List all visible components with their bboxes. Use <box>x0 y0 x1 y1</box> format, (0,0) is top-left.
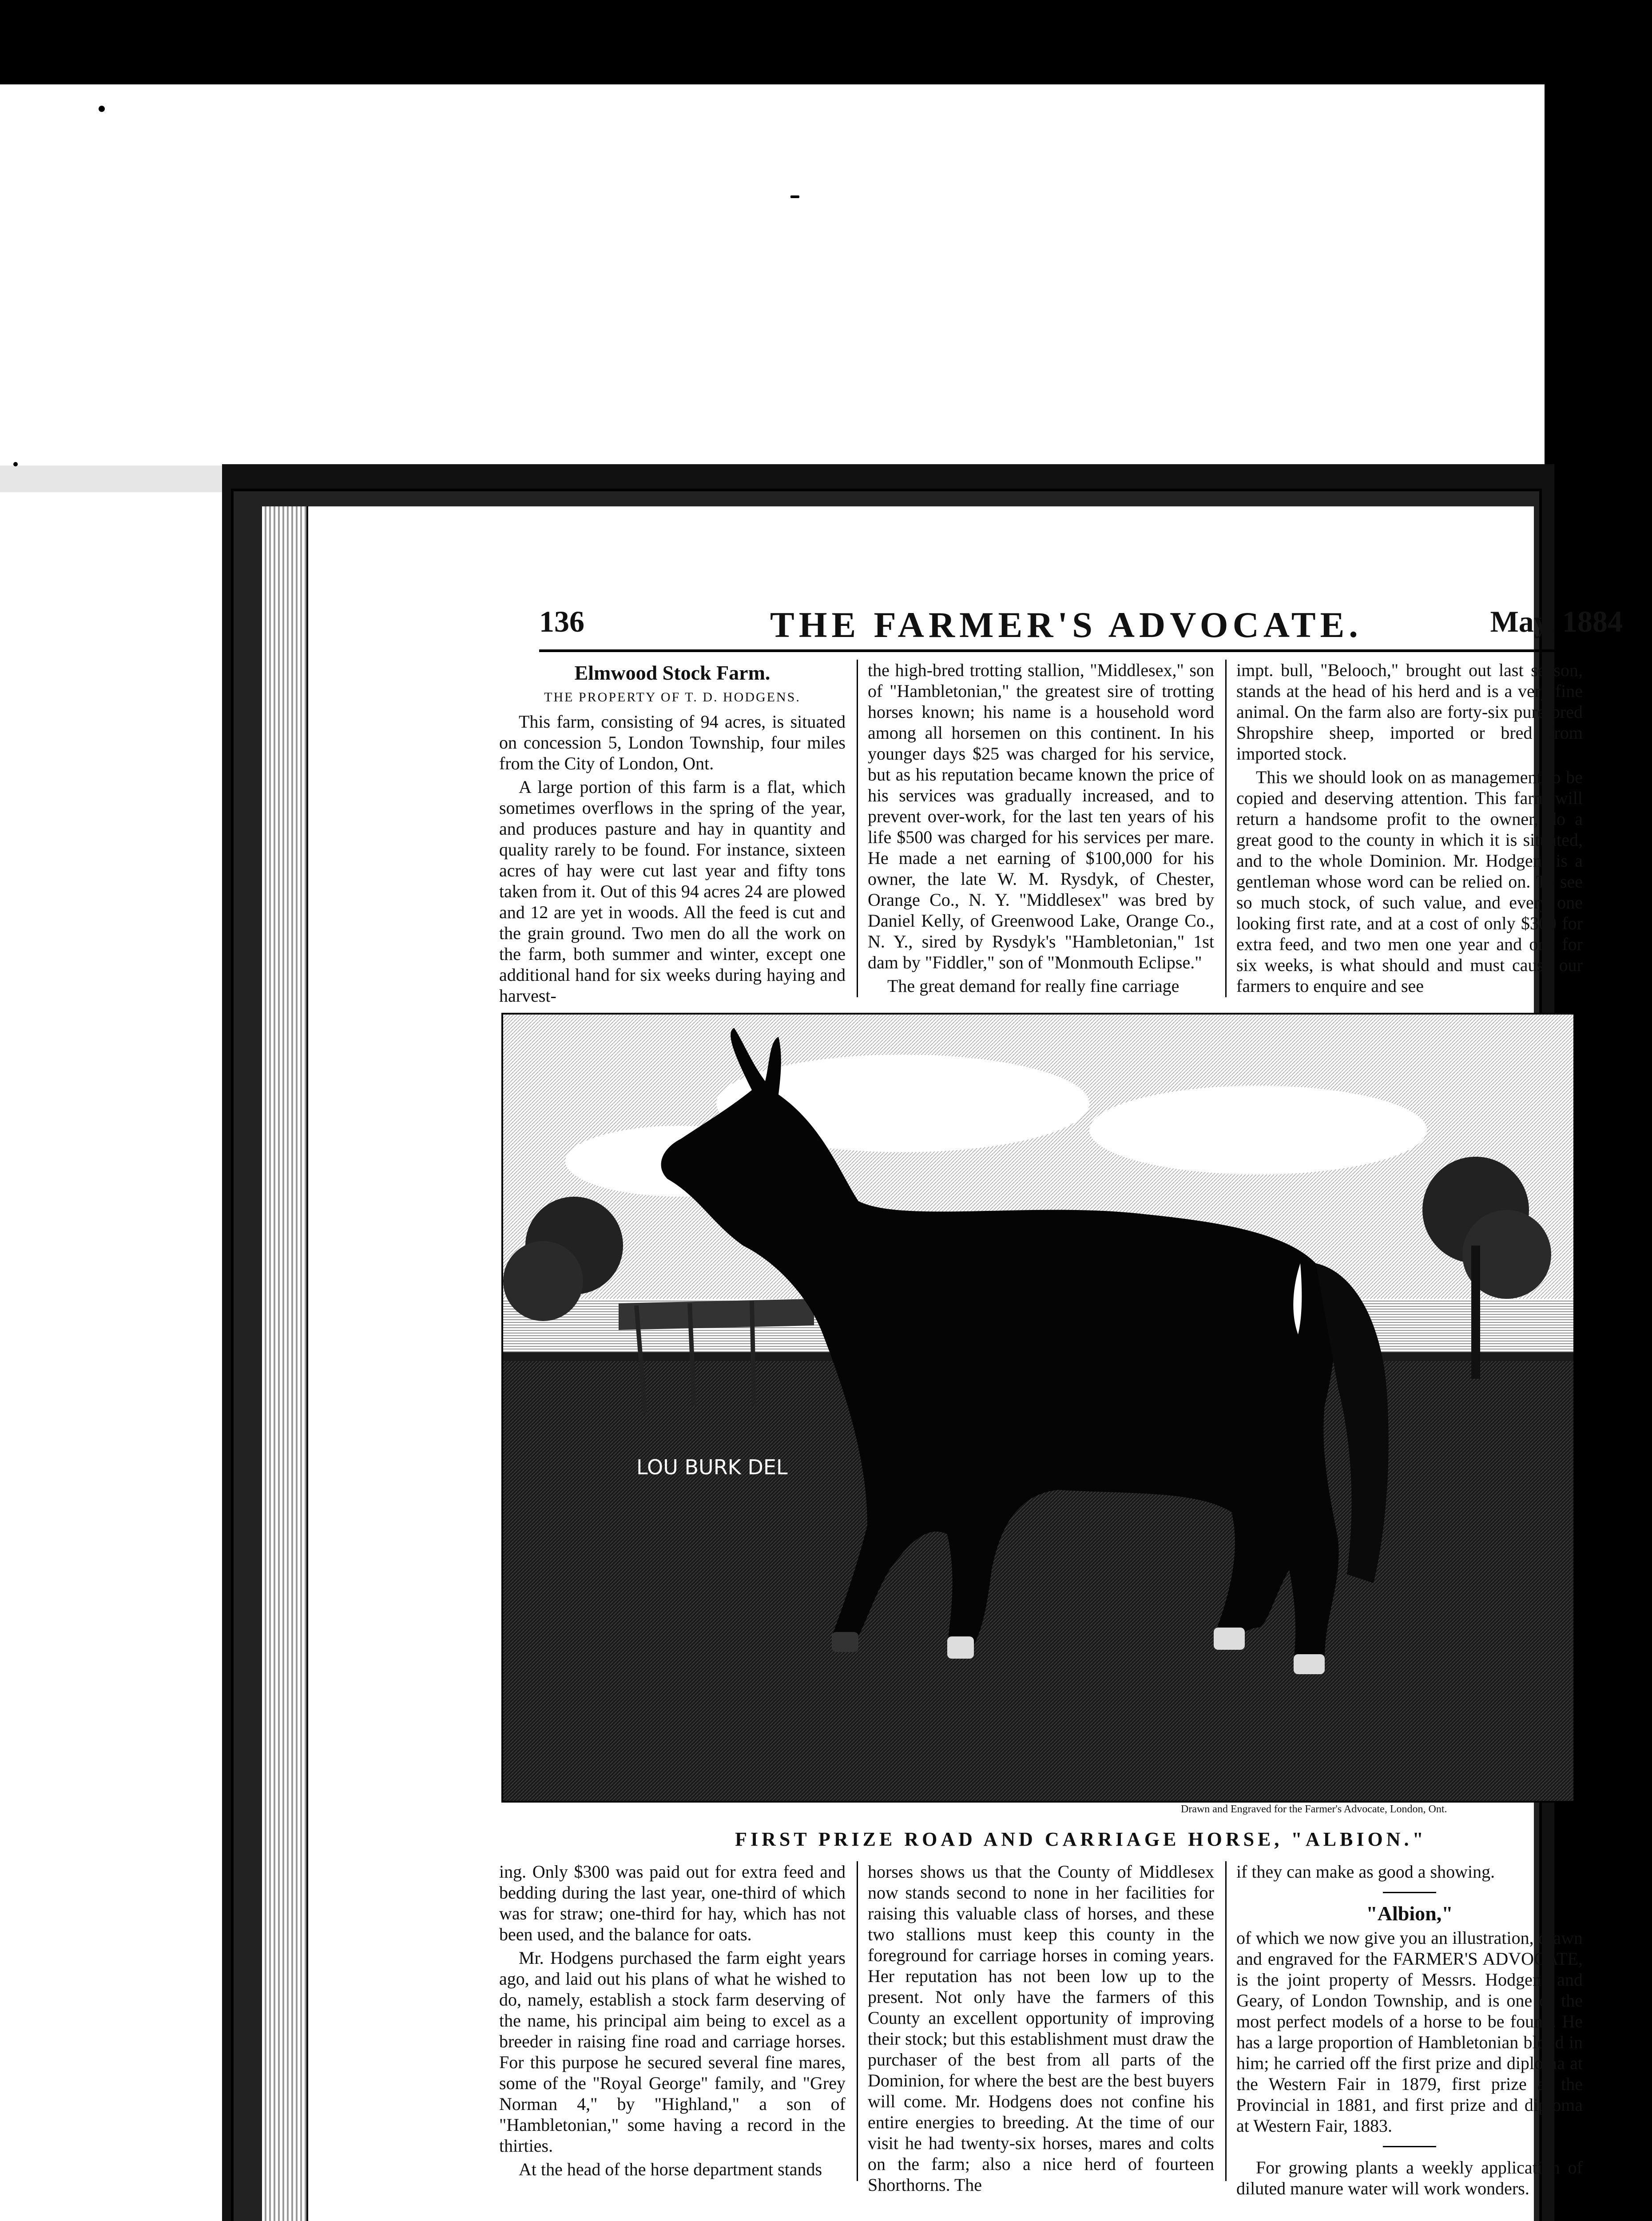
column-rule <box>1225 660 1227 997</box>
column-3 <box>1236 660 1583 999</box>
scan-speck <box>13 462 18 466</box>
illustration-caption: FIRST PRIZE ROAD AND CARRIAGE HORSE, "ALBION." <box>735 1828 1427 1850</box>
column-1 <box>499 660 846 1009</box>
section-divider <box>1383 2146 1436 2147</box>
section-divider <box>1383 1892 1436 1893</box>
column-rule <box>857 660 858 997</box>
page-header <box>539 604 1623 644</box>
paragraph: At the head of the horse department stands <box>519 2159 822 2179</box>
article-subtitle: THE PROPERTY OF T. D. HODGENS. <box>544 690 801 705</box>
header-rule <box>539 649 1623 652</box>
article-title: Elmwood Stock Farm. <box>574 661 770 684</box>
masthead: THE FARMER'S ADVOCATE. <box>770 605 1362 645</box>
page-edges <box>262 506 306 2221</box>
issue-date: May, 1884 <box>1490 605 1623 638</box>
albion-heading: "Albion," <box>1366 1902 1453 1925</box>
page-number: 136 <box>539 605 584 638</box>
column-2 <box>868 660 1214 999</box>
horse-illustration <box>503 1015 1573 1801</box>
column-6 <box>1236 1861 1583 2201</box>
paragraph: ing. Only $300 was paid out for extra feed and bedding during the last year, one-third of which was for straw; one-third for hay, which has not been used, and the balance for oats. <box>499 1862 846 1944</box>
paragraph: impt. bull, "Belooch," brought out last season, stands at the head of his herd and is a very fine animal. On the farm also are forty-six pure-bred Shropshire sheep, imported or bred from imported stock. <box>1236 660 1583 764</box>
newspaper-page <box>306 506 1623 2221</box>
engraving-credit: Drawn and Engraved for the Farmer's Advocate, London, Ont. <box>1181 1803 1447 1815</box>
paragraph: of which we now give you an illustration, drawn and engraved for the FARMER'S ADVOCATE, is the joint property of Messrs. Hodgens and Geary, of London Township, and is one of the most perfect models of a horse to be found. He has a large proportion of Hambletonian blood in him; he carried off the first prize and diploma at the Western Fair in 1879, first prize at the Provincial in 1881, and first prize and diploma at Western Fair, 1883. <box>1236 1928 1583 2136</box>
paragraph: The great demand for really fine carriage <box>887 976 1179 996</box>
scan-speck <box>99 106 105 112</box>
column-5 <box>868 1861 1214 2198</box>
paragraph: This farm, consisting of 94 acres, is situated on concession 5, London Township, four miles from the City of London, Ont. <box>499 712 846 773</box>
paragraph: Mr. Hodgens purchased the farm eight years ago, and laid out his plans of what he wished to do, namely, establish a stock farm deserving of the name, his principal aim being to excel as a breeder in raising fine road and carriage horses. For this purpose he secured several fine mares, some of the "Royal George" family, and "Grey Norman 4," by "Highland," a son of "Hambletonian," some having a record in the thirties. <box>499 1948 846 2156</box>
paragraph: if they can make as good a showing. <box>1236 1862 1495 1882</box>
horse-engraving <box>501 1013 1575 1803</box>
paragraph: A large portion of this farm is a flat, which sometimes overflows in the spring of the year, and produces pasture and hay in quantity and quality rarely to be found. For instance, sixteen acres of hay were cut last year and fifty tons taken from it. Out of this 94 acres 24 are plowed and 12 are yet in woods. All the feed is cut and the grain ground. Two men do all the work on the farm, both summer and winter, except one additional hand for six weeks during haying and harvest- <box>499 777 846 1006</box>
column-4 <box>499 1861 846 2182</box>
artist-signature: LOU BURK DEL <box>636 1455 788 1479</box>
column-rule <box>857 1861 858 2181</box>
column-rule <box>1225 1861 1227 2181</box>
paragraph: For growing plants a weekly application of diluted manure water will work wonders. <box>1236 2157 1583 2198</box>
scan-speck <box>790 195 799 198</box>
paragraph: horses shows us that the County of Middlesex now stands second to none in her facilities for raising this valuable class of horses, and these two stallions must keep this county in the foreground for carriage horses in coming years. Her reputation has not been low up to the present. Not only have the farmers of this County an excellent opportunity of improving their stock; but this establishment must draw the purchaser of the best from all parts of the Dominion, for where the best are the best buyers will come. Mr. Hodgens does not confine his entire energies to breeding. At the time of our visit he had twenty-six horses, mares and colts on the farm; also a nice herd of fourteen Shorthorns. The <box>868 1862 1214 2195</box>
paragraph: This we should look on as management to be copied and deserving attention. This farm will return a handsome profit to the owner, do a great good to the county in which it is situated, and to the whole Dominion. Mr. Hodgens is a gentleman whose word can be relied on. To see so much stock, of such value, and every one looking first rate, and at a cost of only $300 for extra feed, and two men one year and one for six weeks, is what should and must cause our farmers to enquire and see <box>1236 767 1583 996</box>
paragraph: the high-bred trotting stallion, "Middlesex," son of "Hambletonian," the greatest sire of trotting horses known; his name is a household word among all horsemen on this continent. In his younger days $25 was charged for his service, but as his reputation became known the price of his services was gradually increased, and to prevent over-work, for the last ten years of his life $500 was charged for his services per mare. He made a net earning of $100,000 for his owner, the late W. M. Rysdyk, of Chester, Orange Co., N. Y. "Middlesex" was bred by Daniel Kelly, of Greenwood Lake, Orange Co., N. Y., sired by Rysdyk's "Hambletonian," 1st dam by "Fiddler," son of "Monmouth Eclipse." <box>868 660 1214 972</box>
